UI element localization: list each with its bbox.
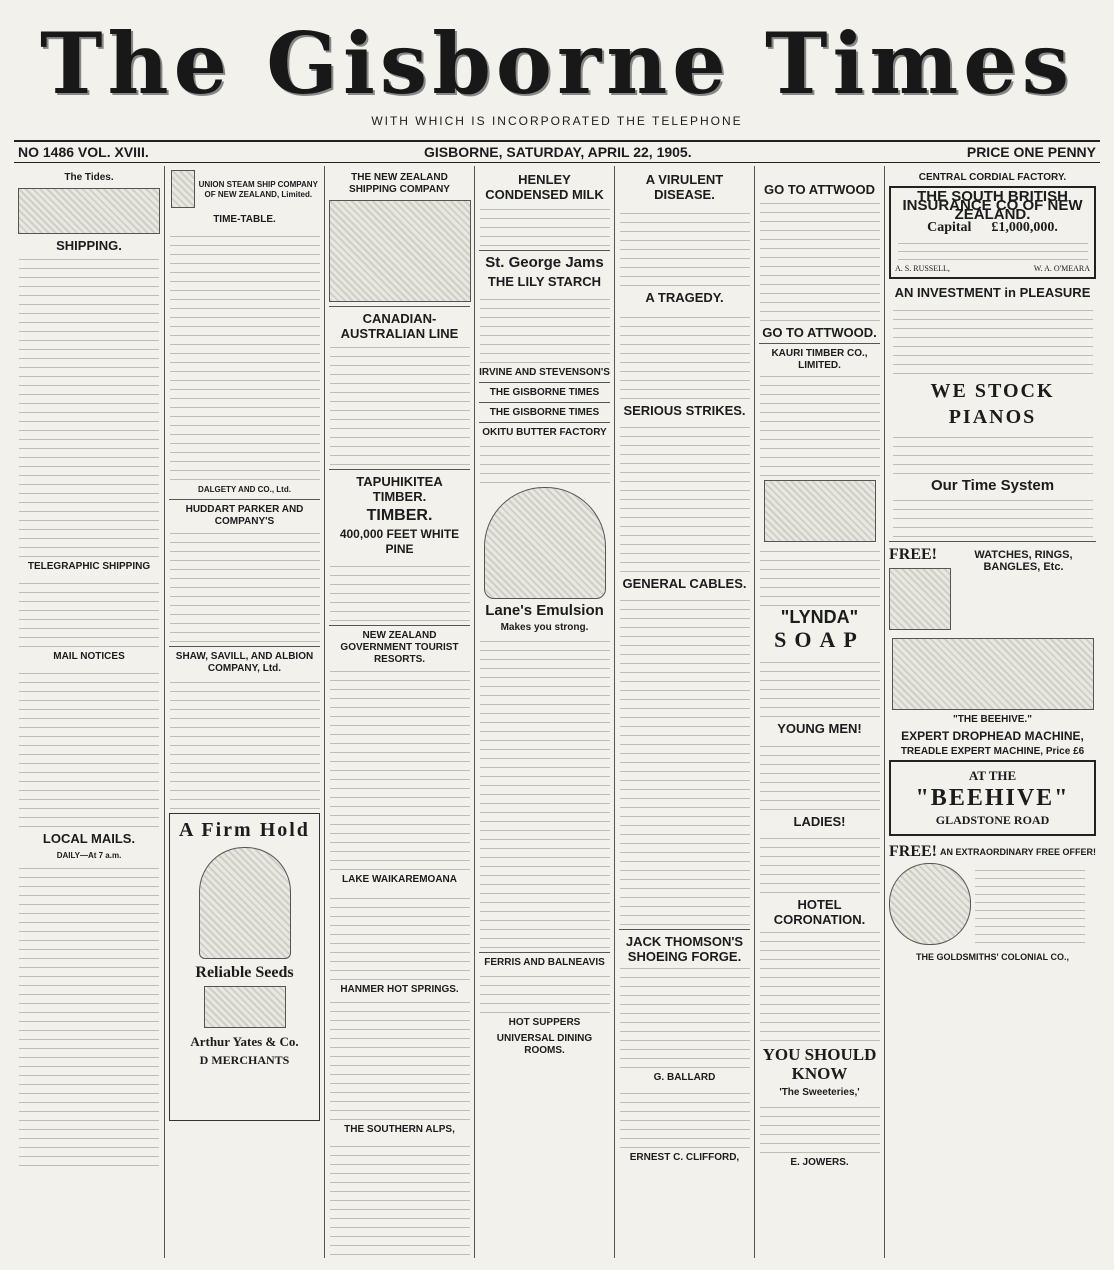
jams-heading: St. George Jams bbox=[485, 254, 604, 271]
canadian-text bbox=[330, 345, 470, 465]
cables-text bbox=[620, 595, 750, 925]
daily-mail: DAILY—At 7 a.m. bbox=[56, 851, 122, 860]
yates-seeds-ad bbox=[169, 813, 320, 1121]
jack-text bbox=[620, 968, 750, 1068]
nz-shipping-heading: THE NEW ZEALAND SHIPPING COMPANY bbox=[349, 172, 450, 195]
shaw-text bbox=[170, 679, 320, 809]
cables-heading: GENERAL CABLES. bbox=[622, 576, 747, 591]
masthead-subtitle: WITH WHICH IS INCORPORATED THE TELEPHONE bbox=[371, 114, 743, 128]
tides-table bbox=[18, 188, 160, 234]
insurance-text bbox=[898, 236, 1088, 260]
ladies-heading: LADIES! bbox=[793, 814, 846, 829]
shipping-heading: SHIPPING. bbox=[56, 238, 122, 253]
column-5 bbox=[614, 166, 754, 1258]
ballard-text bbox=[620, 1088, 750, 1148]
merchants: D MERCHANTS bbox=[199, 1053, 290, 1067]
tides-heading: The Tides. bbox=[64, 172, 114, 183]
hanmer-heading: HANMER HOT SPRINGS. bbox=[340, 984, 459, 995]
pianos-heading: WE STOCK PIANOS bbox=[930, 380, 1055, 428]
local-mails-text bbox=[19, 866, 159, 1166]
nz-shipping-table bbox=[329, 200, 471, 302]
shipping-text bbox=[19, 257, 159, 557]
lynda-heading: "LYNDA" bbox=[780, 607, 859, 627]
insurance-ad bbox=[889, 186, 1096, 279]
jowers-heading: E. JOWERS. bbox=[790, 1157, 849, 1168]
tourist-heading: NEW ZEALAND GOVERNMENT TOURIST RESORTS. bbox=[340, 630, 459, 665]
column-4 bbox=[474, 166, 614, 1258]
lily-heading: THE LILY STARCH bbox=[487, 274, 602, 289]
young-men-text bbox=[760, 740, 880, 810]
column-3 bbox=[324, 166, 474, 1258]
lanes-text bbox=[480, 638, 610, 948]
tragedy-heading: A TRAGEDY. bbox=[645, 290, 724, 305]
okitu-text bbox=[480, 443, 610, 483]
time-system-text bbox=[893, 497, 1093, 537]
masthead bbox=[14, 14, 1100, 136]
should-know-heading: YOU SHOULD KNOW bbox=[762, 1045, 877, 1083]
young-men-heading: YOUNG MEN! bbox=[777, 721, 862, 736]
lanes-subheading: Makes you strong. bbox=[500, 622, 589, 633]
telegraphic-text bbox=[19, 577, 159, 647]
tourist-text bbox=[330, 670, 470, 870]
ballard-heading: G. BALLARD bbox=[653, 1072, 716, 1083]
virulent-heading: A VIRULENT DISEASE. bbox=[645, 172, 724, 202]
sweeteries-heading: 'The Sweeteries,' bbox=[779, 1087, 860, 1098]
cordial-heading: CENTRAL CORDIAL FACTORY. bbox=[918, 172, 1067, 183]
arthur-yates: Arthur Yates & Co. bbox=[190, 1034, 299, 1049]
hanmer-text bbox=[330, 1000, 470, 1120]
soap-heading: SOAP bbox=[774, 627, 865, 652]
alps-heading: THE SOUTHERN ALPS, bbox=[344, 1124, 455, 1135]
lanes-illustration bbox=[484, 487, 606, 599]
price: PRICE ONE PENNY bbox=[966, 144, 1096, 160]
lynda-illustration bbox=[764, 480, 876, 542]
tapuhi-heading: TAPUHIKITEA TIMBER. bbox=[356, 474, 443, 504]
timber-heading: TIMBER. bbox=[366, 507, 433, 524]
okitu-heading: OKITU BUTTER FACTORY bbox=[482, 427, 607, 438]
henley-heading: HENLEY CONDENSED MILK bbox=[485, 172, 604, 202]
gt-heading-2: THE GISBORNE TIMES bbox=[489, 407, 600, 418]
lily-text bbox=[480, 293, 610, 363]
attwood-text bbox=[760, 201, 880, 321]
strikes-heading: SERIOUS STRIKES. bbox=[623, 403, 746, 418]
ferris-text bbox=[480, 973, 610, 1013]
reliable-seeds: Reliable Seeds bbox=[195, 964, 294, 981]
kauri-text bbox=[760, 376, 880, 476]
soap-text bbox=[760, 657, 880, 717]
capital-label: Capital bbox=[927, 220, 972, 235]
huddart-text bbox=[170, 532, 320, 642]
column-2 bbox=[164, 166, 324, 1258]
ferris-heading: FERRIS AND BALNEAVIS bbox=[484, 957, 605, 968]
issue-number: NO 1486 VOL. XVIII. bbox=[18, 144, 149, 160]
hot-suppers-heading: HOT SUPPERS bbox=[508, 1017, 581, 1028]
expert-machine-heading: EXPERT DROPHEAD MACHINE, bbox=[901, 729, 1084, 743]
watches-heading: WATCHES, RINGS, BANGLES, Etc. bbox=[974, 549, 1073, 573]
sweeteries-text bbox=[760, 1103, 880, 1153]
capital-value: £1,000,000. bbox=[991, 220, 1058, 235]
dining-heading: UNIVERSAL DINING ROOMS. bbox=[496, 1033, 593, 1056]
newspaper-page bbox=[14, 14, 1100, 1258]
timetable-heading: TIME-TABLE. bbox=[213, 214, 276, 225]
feet-heading: 400,000 FEET WHITE PINE bbox=[339, 527, 460, 556]
strikes-text bbox=[620, 422, 750, 572]
place-date: GISBORNE, SATURDAY, APRIL 22, 1905. bbox=[423, 144, 692, 160]
column-6 bbox=[754, 166, 884, 1258]
firm-hold-heading: A Firm Hold bbox=[179, 819, 310, 841]
lake-heading: LAKE WAIKAREMOANA bbox=[342, 874, 457, 885]
beehive-ad bbox=[889, 760, 1096, 836]
lake-text bbox=[330, 890, 470, 980]
at-the: AT THE bbox=[968, 768, 1017, 783]
columns bbox=[14, 166, 1100, 1258]
huddart-heading: HUDDART PARKER AND COMPANY'S bbox=[185, 504, 304, 527]
free-heading: FREE! bbox=[889, 546, 937, 563]
dalgety-line: DALGETY AND CO., Ltd. bbox=[198, 485, 291, 494]
jack-heading: JACK THOMSON'S SHOEING FORGE. bbox=[625, 934, 744, 964]
sewing-machine-illustration bbox=[892, 638, 1094, 710]
coronation-heading: HOTEL CORONATION. bbox=[773, 897, 866, 927]
free-heading-2: FREE! bbox=[889, 843, 937, 860]
pianos-text bbox=[893, 434, 1093, 474]
timetable-text bbox=[170, 230, 320, 480]
seed-packet-illustration bbox=[199, 847, 291, 959]
union-heading: UNION STEAM SHIP COMPANY OF NEW ZEALAND, Limited. bbox=[198, 180, 318, 199]
time-system-heading: Our Time System bbox=[930, 477, 1055, 494]
alps-text bbox=[330, 1140, 470, 1258]
column-1 bbox=[14, 166, 164, 1258]
attwood-heading: GO TO ATTWOOD bbox=[764, 182, 875, 197]
shaw-heading: SHAW, SAVILL, AND ALBION COMPANY, Ltd. bbox=[175, 651, 314, 674]
local-mails-heading: LOCAL MAILS. bbox=[42, 831, 136, 846]
telegraphic-heading: TELEGRAPHIC SHIPPING bbox=[27, 561, 151, 572]
goldsmiths-heading: THE GOLDSMITHS' COLONIAL CO., bbox=[916, 952, 1069, 962]
lanes-heading: Lane's Emulsion bbox=[485, 602, 604, 619]
treadle-heading: TREADLE EXPERT MACHINE, Price £6 bbox=[900, 746, 1085, 757]
lynda-text bbox=[760, 546, 880, 606]
investment-heading: AN INVESTMENT in PLEASURE bbox=[894, 285, 1091, 300]
dateline bbox=[14, 140, 1100, 163]
beehive-heading: "BEEHIVE" bbox=[915, 785, 1070, 811]
beehive-line: "THE BEEHIVE." bbox=[953, 714, 1032, 725]
canadian-heading: CANADIAN-AUSTRALIAN LINE bbox=[340, 311, 459, 341]
henley-text bbox=[480, 206, 610, 246]
virulent-text bbox=[620, 206, 750, 286]
gladstone-road: GLADSTONE ROAD bbox=[935, 813, 1050, 827]
goldsmiths-text bbox=[975, 863, 1085, 943]
kauri-heading: KAURI TIMBER CO., LIMITED. bbox=[771, 348, 868, 371]
extraordinary-heading: AN EXTRAORDINARY FREE OFFER! bbox=[939, 847, 1096, 857]
tragedy-text bbox=[620, 309, 750, 399]
column-7 bbox=[884, 166, 1100, 1258]
irvine-heading: IRVINE AND STEVENSON'S bbox=[479, 367, 610, 378]
pocket-watch-illustration bbox=[889, 863, 971, 945]
insurance-heading: THE SOUTH BRITISH INSURANCE CO OF NEW ZEALAND. bbox=[902, 188, 1083, 223]
newspaper-title: The Gisborne Times bbox=[39, 14, 1074, 113]
timber-text bbox=[330, 561, 470, 621]
mail-notices-text bbox=[19, 667, 159, 827]
watch-illustration bbox=[889, 568, 951, 630]
ladies-text bbox=[760, 833, 880, 893]
attwood-heading-2: GO TO ATTWOOD. bbox=[762, 325, 877, 340]
agent-omeara: W. A. O'MEARA bbox=[1033, 264, 1090, 273]
investment-text bbox=[893, 304, 1093, 374]
mail-notices-heading: MAIL NOTICES bbox=[53, 651, 125, 662]
coronation-text bbox=[760, 931, 880, 1041]
gt-heading-1: THE GISBORNE TIMES bbox=[489, 387, 600, 398]
union-flag-icon bbox=[171, 170, 195, 208]
quotations-block bbox=[204, 986, 286, 1028]
clifford-heading: ERNEST C. CLIFFORD, bbox=[629, 1152, 740, 1163]
agent-russell: A. S. RUSSELL, bbox=[895, 264, 950, 273]
